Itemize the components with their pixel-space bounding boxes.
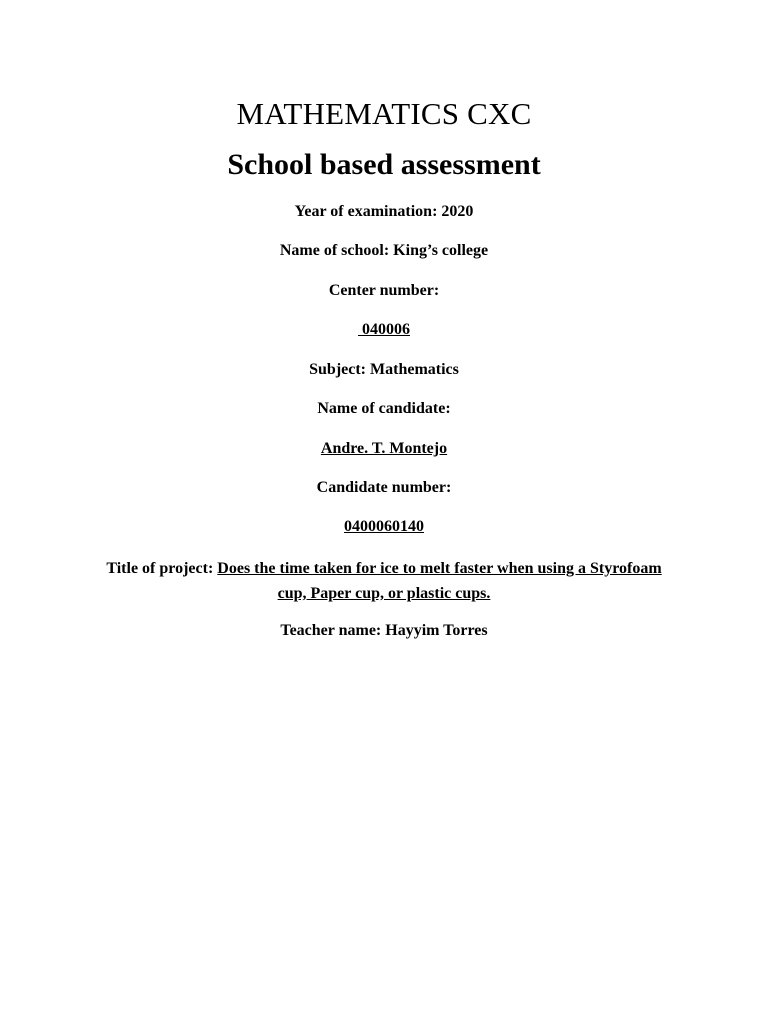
document-title: MATHEMATICS CXC: [236, 96, 532, 131]
year-of-examination: Year of examination: 2020: [294, 203, 474, 220]
project-title-label: Title of project:: [106, 560, 218, 577]
teacher-name: Teacher name: Hayyim Torres: [280, 622, 488, 639]
center-number-value: 040006: [358, 321, 410, 338]
school-name: Name of school: King’s college: [279, 242, 489, 259]
candidate-number-value: 0400060140: [344, 518, 424, 535]
subject: Subject: Mathematics: [309, 361, 459, 378]
candidate-name-label: Name of candidate:: [317, 400, 451, 417]
center-number-label: Center number:: [328, 282, 440, 299]
project-title-value: Does the time taken for ice to melt faster when using a Styrofoam cup, Paper cup, or plastic cups.: [217, 560, 662, 602]
candidate-number-label: Candidate number:: [316, 479, 452, 496]
project-title-block: [100, 556, 668, 606]
candidate-name-value: Andre. T. Montejo: [320, 440, 448, 457]
document-subtitle: School based assessment: [227, 148, 541, 181]
